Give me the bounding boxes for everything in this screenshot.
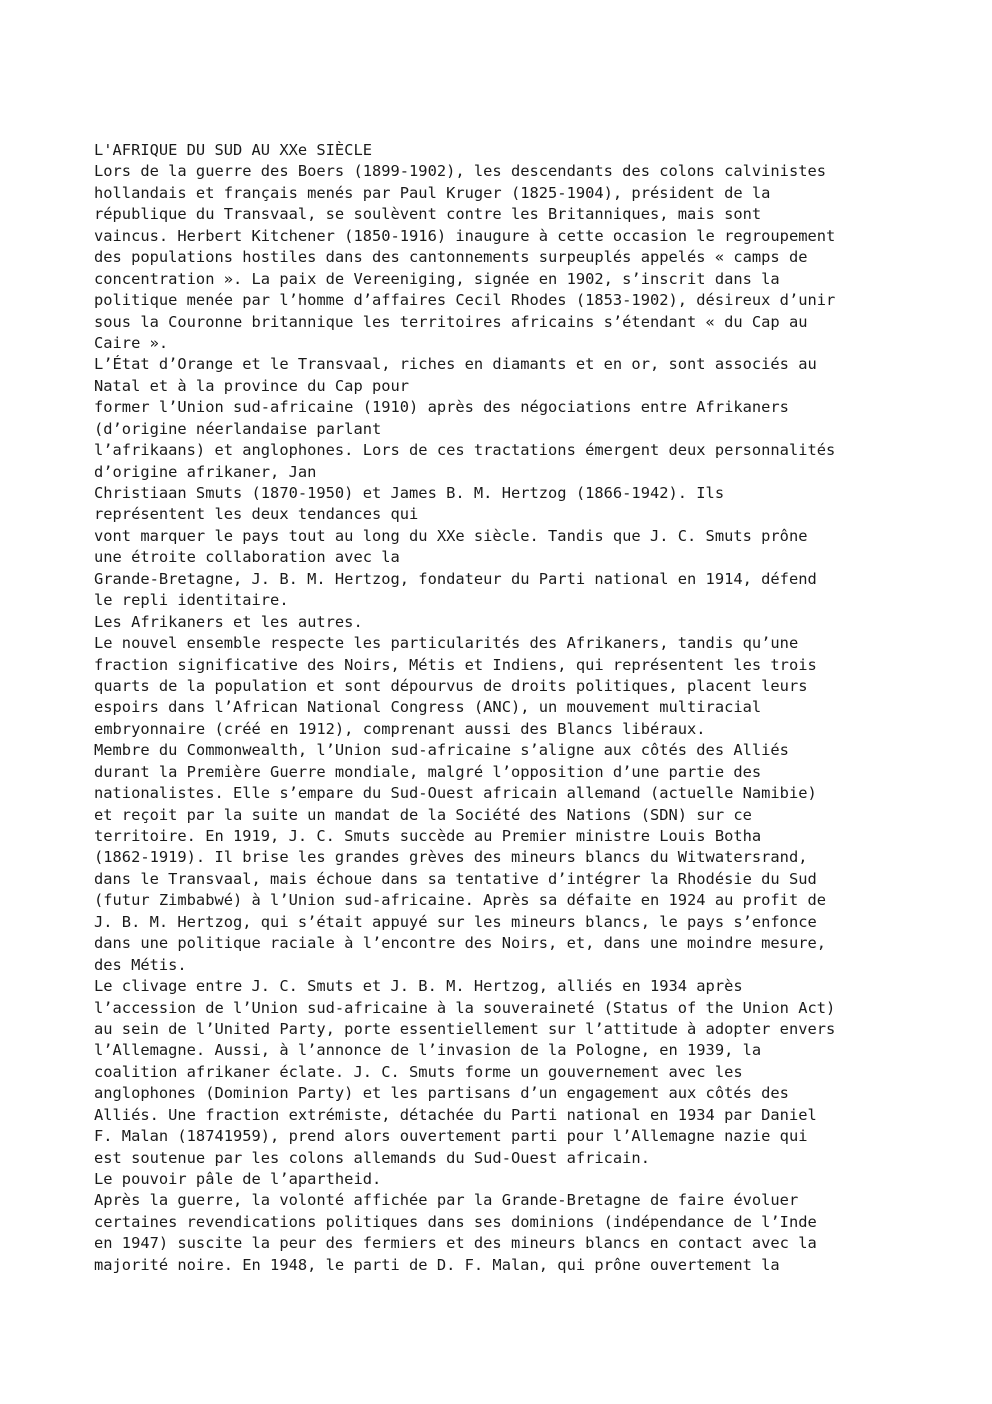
text-line: en 1947) suscite la peur des fermiers et des mineurs blancs en contact avec la xyxy=(94,1234,817,1253)
text-line: représentent les deux tendances qui xyxy=(94,505,419,524)
text-line: (futur Zimbabwé) à l’Union sud-africaine. Après sa défaite en 1924 au profit de xyxy=(94,891,827,910)
text-line: quarts de la population et sont dépourvus de droits politiques, placent leurs xyxy=(94,676,808,695)
text-line: J. B. M. Hertzog, qui s’était appuyé sur les mineurs blancs, le pays s’enfonce xyxy=(94,912,817,931)
text-line: espoirs dans l’African National Congress (ANC), un mouvement multiracial xyxy=(94,698,762,717)
text-line: L’État d’Orange et le Transvaal, riches en diamants et en or, sont associés au xyxy=(94,355,817,374)
text-line: le repli identitaire. xyxy=(94,591,289,610)
text-line: Lors de la guerre des Boers (1899-1902), les descendants des colons calvinistes xyxy=(94,162,827,181)
text-line: d’origine afrikaner, Jan xyxy=(94,462,317,481)
document-page xyxy=(94,140,914,1276)
section-heading: Le pouvoir pâle de l’apartheid. xyxy=(94,1170,382,1188)
text-line: embryonnaire (créé en 1912), comprenant aussi des Blancs libéraux. xyxy=(94,719,706,738)
text-line: Natal et à la province du Cap pour xyxy=(94,376,410,395)
text-line: dans une politique raciale à l’encontre des Noirs, et, dans une moindre mesure, xyxy=(94,934,827,953)
text-line: vont marquer le pays tout au long du XXe siècle. Tandis que J. C. Smuts prône xyxy=(94,526,808,545)
text-line: politique menée par l’homme d’affaires Cecil Rhodes (1853-1902), désireux d’unir xyxy=(94,291,836,310)
document-title: L'AFRIQUE DU SUD AU XXe SIÈCLE xyxy=(94,141,372,159)
text-line: Christiaan Smuts (1870-1950) et James B. M. Hertzog (1866-1942). Ils xyxy=(94,484,725,502)
text-line: est soutenue par les colons allemands du Sud-Ouest africain. xyxy=(94,1148,650,1167)
text-line: durant la Première Guerre mondiale, malgré l’opposition d’une partie des xyxy=(94,762,762,781)
text-line: l’accession de l’Union sud-africaine à la souveraineté (Status of the Union Act) xyxy=(94,998,836,1017)
text-line: dans le Transvaal, mais échoue dans sa tentative d’intégrer la Rhodésie du Sud xyxy=(94,869,817,888)
text-line: nationalistes. Elle s’empare du Sud-Ouest africain allemand (actuelle Namibie) xyxy=(94,784,817,803)
text-line: former l’Union sud-africaine (1910) après des négociations entre Afrikaners xyxy=(94,398,789,417)
text-line: (d’origine néerlandaise parlant xyxy=(94,419,382,438)
text-line: majorité noire. En 1948, le parti de D. F. Malan, qui prône ouvertement la xyxy=(94,1255,780,1274)
text-line: une étroite collaboration avec la xyxy=(94,548,400,567)
text-line: coalition afrikaner éclate. J. C. Smuts forme un gouvernement avec les xyxy=(94,1062,743,1081)
text-line: Grande-Bretagne, J. B. M. Hertzog, fondateur du Parti national en 1914, défend xyxy=(94,569,817,588)
text-line: Le nouvel ensemble respecte les particularités des Afrikaners, tandis qu’une xyxy=(94,634,799,653)
text-line: république du Transvaal, se soulèvent contre les Britanniques, mais sont xyxy=(94,205,762,224)
text-line: fraction significative des Noirs, Métis et Indiens, qui représentent les trois xyxy=(94,655,817,674)
text-line: concentration ». La paix de Vereeniging, signée en 1902, s’inscrit dans la xyxy=(94,269,780,288)
text-line: Alliés. Une fraction extrémiste, détachée du Parti national en 1934 par Daniel xyxy=(94,1105,817,1124)
text-line: au sein de l’United Party, porte essentiellement sur l’attitude à adopter envers xyxy=(94,1019,836,1038)
text-line: (1862-1919). Il brise les grandes grèves des mineurs blancs du Witwatersrand, xyxy=(94,848,808,867)
text-line: et reçoit par la suite un mandat de la Société des Nations (SDN) sur ce xyxy=(94,805,752,824)
text-line: des populations hostiles dans des cantonnements surpeuplés appelés « camps de xyxy=(94,248,808,267)
text-line: Après la guerre, la volonté affichée par la Grande-Bretagne de faire évoluer xyxy=(94,1191,799,1210)
text-line: sous la Couronne britannique les territoires africains s’étendant « du Cap au xyxy=(94,312,808,331)
text-line: certaines revendications politiques dans ses dominions (indépendance de l’Inde xyxy=(94,1212,817,1231)
section-heading: Les Afrikaners et les autres. xyxy=(94,612,363,631)
text-line: anglophones (Dominion Party) et les partisans d’un engagement aux côtés des xyxy=(94,1084,789,1103)
text-line: Caire ». xyxy=(94,333,169,352)
text-line: hollandais et français menés par Paul Kruger (1825-1904), président de la xyxy=(94,183,771,202)
text-line: l’afrikaans) et anglophones. Lors de ces tractations émergent deux personnalités xyxy=(94,441,836,460)
text-line: vaincus. Herbert Kitchener (1850-1916) inaugure à cette occasion le regroupement xyxy=(94,226,836,245)
text-line: F. Malan (18741959), prend alors ouvertement parti pour l’Allemagne nazie qui xyxy=(94,1127,808,1146)
text-line: Membre du Commonwealth, l’Union sud-africaine s’aligne aux côtés des Alliés xyxy=(94,741,789,760)
text-line: Le clivage entre J. C. Smuts et J. B. M. Hertzog, alliés en 1934 après xyxy=(94,977,743,996)
text-line: territoire. En 1919, J. C. Smuts succède au Premier ministre Louis Botha xyxy=(94,827,762,845)
text-line: l’Allemagne. Aussi, à l’annonce de l’invasion de la Pologne, en 1939, la xyxy=(94,1041,762,1060)
text-line: des Métis. xyxy=(94,955,187,974)
